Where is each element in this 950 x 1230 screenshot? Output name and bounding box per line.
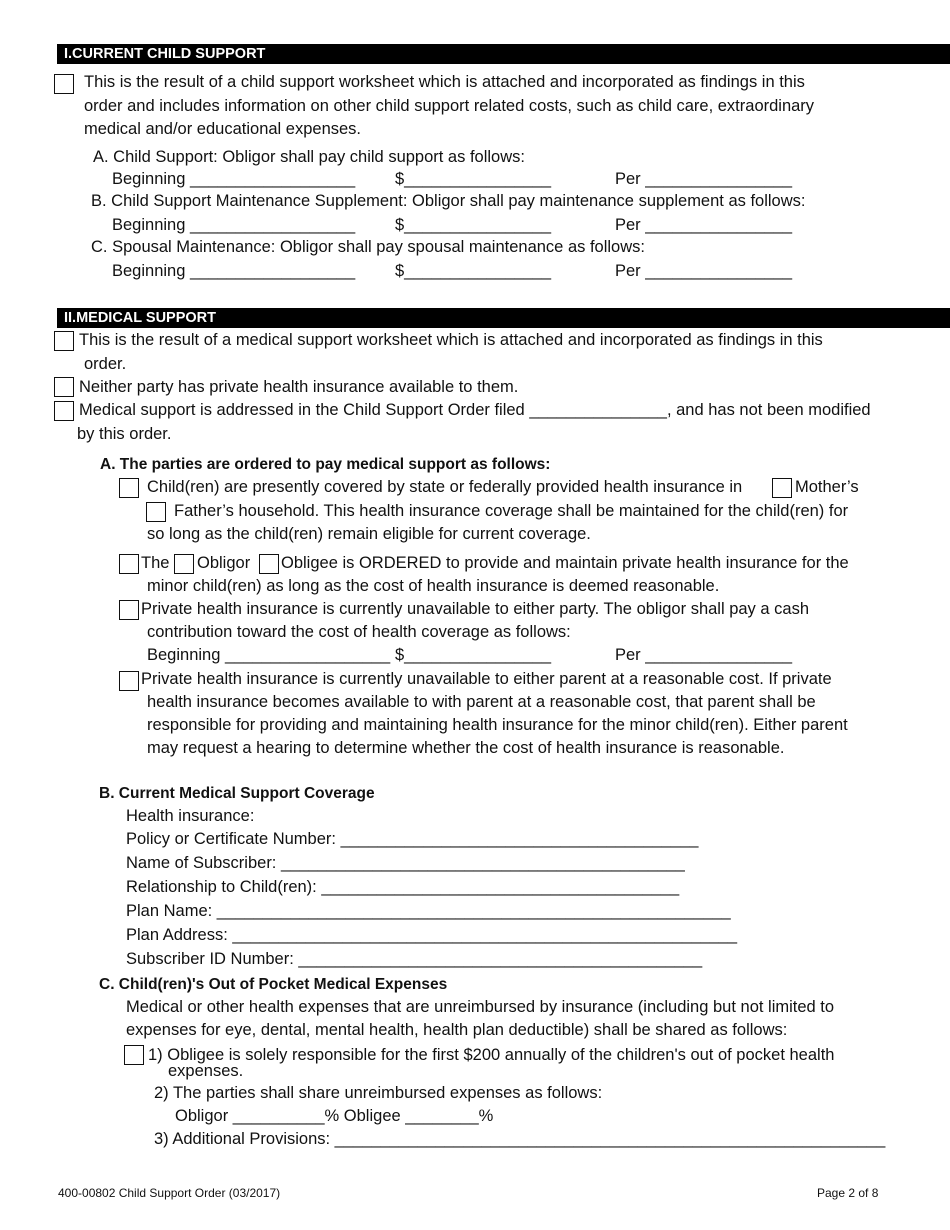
the-label: The <box>141 554 170 572</box>
page-number: Page 2 of 8 <box>817 1186 879 1200</box>
checkbox-unavailable-to-either-parent[interactable] <box>119 671 139 691</box>
child-support-beginning-field[interactable]: Beginning __________________ <box>112 170 356 188</box>
cash-beginning-field[interactable]: Beginning __________________ <box>147 646 391 664</box>
supplement-per-field[interactable]: Per ________________ <box>615 216 793 234</box>
state-coverage-line-1: Child(ren) are presently covered by state or federally provided health insurance in <box>147 478 743 496</box>
unavailable-line-3: responsible for providing and maintaining health insurance for the minor child(ren). Either parent <box>147 716 848 734</box>
subsection-b-heading: B. Current Medical Support Coverage <box>99 785 375 802</box>
medical-opt3-line-1: Medical support is addressed in the Child Support Order filed _______________, and has not been modified <box>79 401 871 419</box>
additional-provisions-field[interactable]: 3) Additional Provisions: ____________________________________________________________ <box>154 1130 886 1148</box>
cash-contribution-line-2: contribution toward the cost of health coverage as follows: <box>147 623 571 641</box>
expense-split-fields[interactable]: Obligor __________% Obligee ________% <box>175 1107 494 1125</box>
subsection-c-heading: C. Child(ren)'s Out of Pocket Medical Expenses <box>99 976 448 993</box>
checkbox-obligor[interactable] <box>174 554 194 574</box>
subscriber-name-field[interactable]: Name of Subscriber: ____________________________________________ <box>126 854 685 872</box>
checkbox-obligee[interactable] <box>259 554 279 574</box>
option-2-line: 2) The parties shall share unreimbursed expenses as follows: <box>154 1084 603 1102</box>
checkbox-mothers-household[interactable] <box>772 478 792 498</box>
intro-line-2: order and includes information on other child support related costs, such as child care, extraordinary <box>84 97 815 115</box>
intro-line-3: medical and/or educational expenses. <box>84 120 362 138</box>
intro-line-1: This is the result of a child support worksheet which is attached and incorporated as findings in this <box>84 73 805 91</box>
child-support-per-field[interactable]: Per ________________ <box>615 170 793 188</box>
unavailable-line-1: Private health insurance is currently unavailable to either parent at a reasonable cost. If private <box>141 670 832 688</box>
spousal-per-field[interactable]: Per ________________ <box>615 262 793 280</box>
relationship-field[interactable]: Relationship to Child(ren): _______________________________________ <box>126 878 680 896</box>
checkbox-medical-support-worksheet[interactable] <box>54 331 74 351</box>
child-support-label: A. Child Support: Obligor shall pay child support as follows: <box>93 148 525 166</box>
supplement-beginning-field[interactable]: Beginning __________________ <box>112 216 356 234</box>
plan-address-field[interactable]: Plan Address: _______________________________________________________ <box>126 926 738 944</box>
unavailable-line-2: health insurance becomes available to with parent at a reasonable cost, that parent shall be <box>147 693 816 711</box>
subsection-a-heading: A. The parties are ordered to pay medical support as follows: <box>100 456 551 473</box>
unavailable-line-4: may request a hearing to determine whether the cost of health insurance is reasonable. <box>147 739 785 757</box>
checkbox-private-insurance-ordered[interactable] <box>119 554 139 574</box>
checkbox-child-support-worksheet[interactable] <box>54 74 74 94</box>
ordered-line-1: Obligee is ORDERED to provide and maintain private health insurance for the <box>281 554 849 572</box>
state-coverage-line-2: Father’s household. This health insurance coverage shall be maintained for the child(ren) for <box>174 502 849 520</box>
section-header-medical-support: II.MEDICAL SUPPORT <box>57 308 950 328</box>
maintenance-supplement-label: B. Child Support Maintenance Supplement: Obligor shall pay maintenance supplement as follows: <box>91 192 806 210</box>
medical-opt2: Neither party has private health insurance available to them. <box>79 378 519 396</box>
state-coverage-line-3: so long as the child(ren) remain eligible for current coverage. <box>147 525 591 543</box>
out-of-pocket-intro-2: expenses for eye, dental, mental health, health plan deductible) shall be shared as follows: <box>126 1021 788 1039</box>
checkbox-addressed-in-order[interactable] <box>54 401 74 421</box>
medical-opt1-line-2: order. <box>84 355 127 373</box>
checkbox-cash-contribution[interactable] <box>119 600 139 620</box>
health-insurance-label: Health insurance: <box>126 807 255 825</box>
cash-per-field[interactable]: Per ________________ <box>615 646 793 664</box>
subscriber-id-field[interactable]: Subscriber ID Number: ____________________________________________ <box>126 950 703 968</box>
spousal-amount-field[interactable]: $________________ <box>395 262 552 280</box>
option-1-line-2: expenses. <box>168 1062 244 1080</box>
mothers-label: Mother’s <box>795 478 859 496</box>
cash-amount-field[interactable]: $________________ <box>395 646 552 664</box>
child-support-amount-field[interactable]: $________________ <box>395 170 552 188</box>
ordered-line-2: minor child(ren) as long as the cost of health insurance is deemed reasonable. <box>147 577 720 595</box>
medical-opt3-line-2: by this order. <box>77 425 172 443</box>
supplement-amount-field[interactable]: $________________ <box>395 216 552 234</box>
spousal-maintenance-label: C. Spousal Maintenance: Obligor shall pay spousal maintenance as follows: <box>91 238 645 256</box>
section-header-current-child-support: I.CURRENT CHILD SUPPORT <box>57 44 950 64</box>
checkbox-state-coverage[interactable] <box>119 478 139 498</box>
spousal-beginning-field[interactable]: Beginning __________________ <box>112 262 356 280</box>
medical-opt1-line-1: This is the result of a medical support worksheet which is attached and incorporated as findings in this <box>79 331 823 349</box>
cash-contribution-line-1: Private health insurance is currently unavailable to either party. The obligor shall pay a cash <box>141 600 810 618</box>
policy-number-field[interactable]: Policy or Certificate Number: _______________________________________ <box>126 830 699 848</box>
form-id: 400-00802 Child Support Order (03/2017) <box>58 1186 281 1200</box>
option-1-line-1: 1) Obligee is solely responsible for the first $200 annually of the children's out of pocket health <box>148 1046 835 1064</box>
out-of-pocket-intro-1: Medical or other health expenses that are unreimbursed by insurance (including but not limited to <box>126 998 835 1016</box>
obligor-label: Obligor <box>197 554 251 572</box>
checkbox-no-private-insurance[interactable] <box>54 377 74 397</box>
plan-name-field[interactable]: Plan Name: ________________________________________________________ <box>126 902 731 920</box>
checkbox-fathers-household[interactable] <box>146 502 166 522</box>
checkbox-obligee-first-200[interactable] <box>124 1045 144 1065</box>
